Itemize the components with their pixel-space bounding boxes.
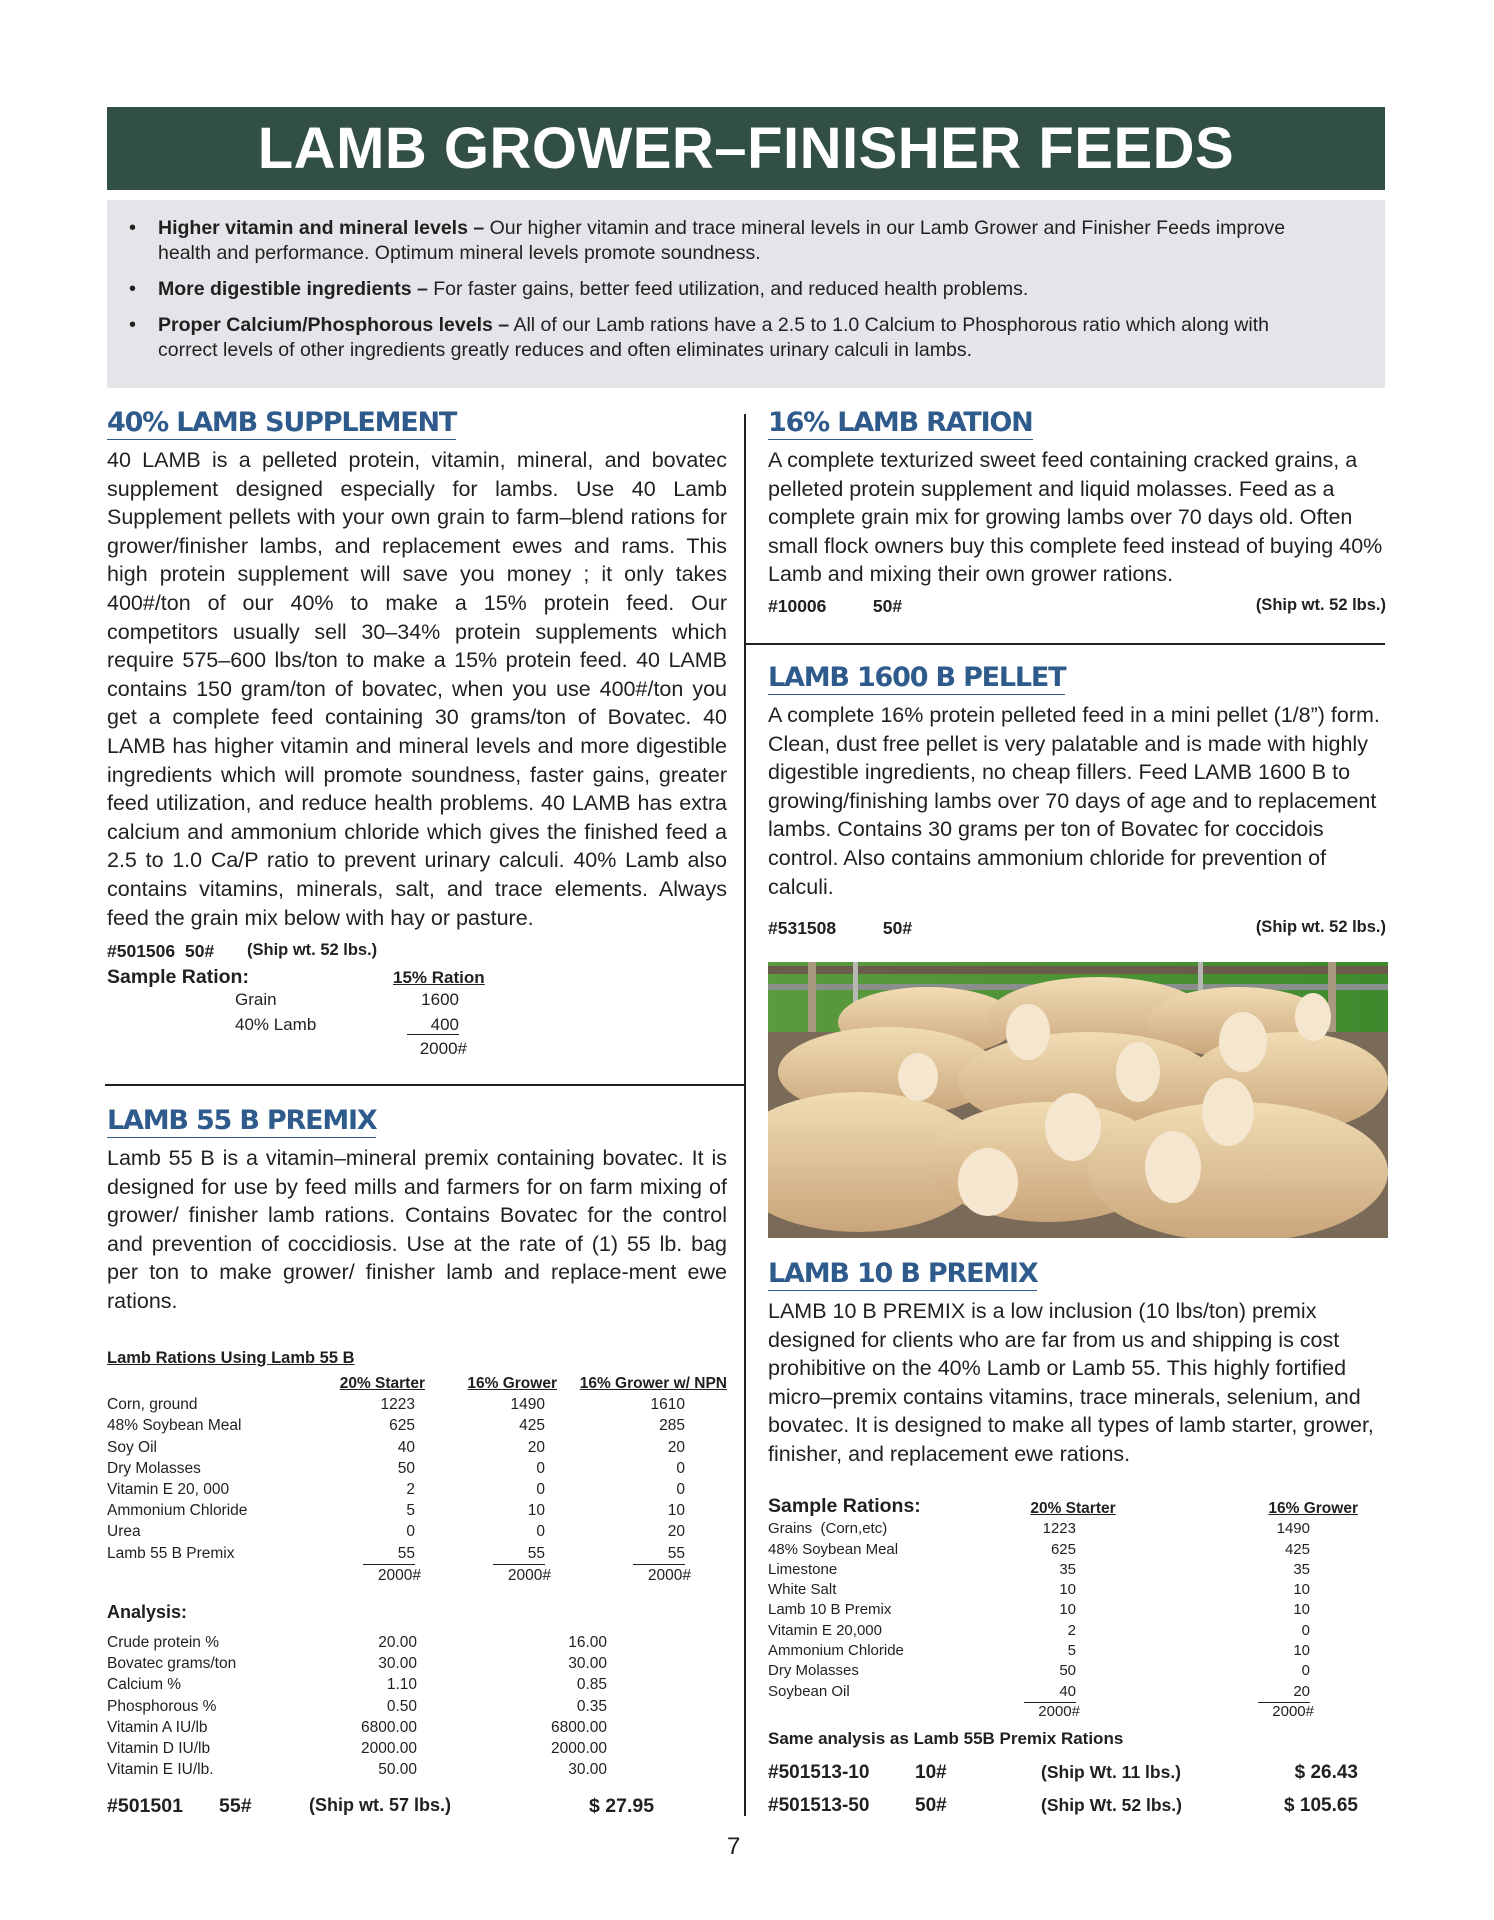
highlight-text: For faster gains, better feed utilization, and reduced health problems.: [427, 278, 1029, 300]
highlight-label: More digestible ingredients –: [158, 278, 428, 300]
ingredient-amount: 0: [536, 1481, 545, 1499]
ingredient-amount: 20: [667, 1438, 685, 1456]
lamb-10-rations-table: [768, 1498, 1358, 1721]
blank-cell: [768, 1703, 968, 1721]
analysis-name: Vitamin A IU/lb: [107, 1718, 208, 1736]
ingredient-amount: 50: [1059, 1662, 1076, 1680]
ingredient-amount: 425: [519, 1417, 545, 1435]
ingredient-amount-value: 55: [633, 1543, 685, 1565]
table-header-row: [768, 1498, 1358, 1519]
total-amount: 2000#: [507, 1566, 551, 1584]
ingredient-name: White Salt: [768, 1581, 837, 1599]
table-row: [107, 1543, 727, 1565]
section-16-lamb-ration: [768, 407, 1386, 617]
ship-weight: (Ship Wt. 11 lbs.): [1041, 1762, 1182, 1782]
ingredient-amount: 10: [1059, 1581, 1076, 1599]
ingredient-name: Dry Molasses: [768, 1662, 859, 1680]
product-sku-line: [768, 1795, 1358, 1817]
highlight-text: All of our Lamb rations have a 2.5 to 1.0 Calcium to Phosphorous ratio which along with correct levels of other ingredients greatly reduces and often eliminates urinary calculi in lambs.: [158, 314, 1269, 361]
section-heading: LAMB 55 B PREMIX: [107, 1105, 377, 1136]
section-description: LAMB 10 B PREMIX is a low inclusion (10 lbs/ton) premix designed for clients who are far from us and shipping is cost prohibitive on the 40% Lamb or Lamb 55. This highly fortified micro–premix contains vitamins, trace minerals, selenium, and bovatec. It is designed to make all types of lamb starter, grower, finisher, and replacement ewe rations.: [768, 1299, 1374, 1466]
rations-table-title: Lamb Rations Using Lamb 55 B: [107, 1349, 355, 1367]
table-row: [107, 1738, 607, 1759]
table-row: [107, 1479, 727, 1500]
ingredient-amount: 2: [1067, 1621, 1076, 1639]
table-row: [107, 1458, 727, 1479]
ingredient-amount: 10: [1059, 1601, 1076, 1619]
sample-ration-label: Sample Ration:: [107, 966, 249, 988]
column-header: 16% Grower w/ NPN: [579, 1375, 727, 1392]
sample-ration-column: 15% Ration: [393, 968, 485, 987]
product-sku-line: [107, 941, 727, 962]
analysis-value: 2000.00: [360, 1740, 417, 1758]
analysis-name: Vitamin E IU/lb.: [107, 1761, 214, 1779]
product-sku: #501501: [107, 1795, 183, 1817]
product-sku: #501513-10: [768, 1762, 870, 1783]
column-header: 16% Grower: [1268, 1500, 1358, 1517]
highlight-label: Proper Calcium/Phosphorous levels –: [158, 314, 510, 336]
ingredient-name: Lamb 10 B Premix: [768, 1601, 892, 1619]
totals-row: [768, 1703, 1358, 1721]
table-row: [768, 1580, 1358, 1600]
section-heading: 16% LAMB RATION: [768, 407, 1033, 438]
lamb-55-analysis-table: [107, 1632, 607, 1780]
ingredient-name: Grains (Corn,etc): [768, 1520, 888, 1538]
section-divider: [105, 1084, 745, 1086]
product-weight: 50#: [872, 595, 903, 616]
ship-weight: (Ship wt. 52 lbs.): [1255, 918, 1386, 937]
ingredient-amount: 1490: [510, 1396, 545, 1414]
sample-ration-total: 2000#: [419, 1039, 467, 1058]
highlight-item: [151, 313, 1385, 363]
table-row: [107, 1696, 607, 1717]
table-row: [768, 1641, 1358, 1661]
section-heading: 40% LAMB SUPPLEMENT: [107, 407, 457, 438]
ingredient-amount: [307, 1543, 425, 1565]
product-price: $ 105.65: [1284, 1795, 1358, 1816]
product-sku: #501506: [107, 941, 176, 962]
analysis-value: 20.00: [378, 1634, 417, 1651]
totals-row: [107, 1565, 727, 1586]
product-sku: #10006: [768, 595, 827, 616]
ingredient-amount: 10: [667, 1502, 685, 1520]
table-row: [768, 1600, 1358, 1620]
ingredient-name: Dry Molasses: [107, 1459, 201, 1477]
ingredient-amount: 0: [676, 1459, 685, 1477]
analysis-title: Analysis:: [107, 1602, 188, 1622]
total-amount: 2000#: [1038, 1702, 1080, 1720]
table-row: [768, 1621, 1358, 1641]
ingredient-amount-value: 55: [493, 1543, 545, 1565]
analysis-value: 30.00: [568, 1655, 607, 1673]
analysis-name: Vitamin D IU/lb: [107, 1740, 211, 1758]
ingredient-amount: 10: [1293, 1581, 1310, 1599]
table-row: [107, 1394, 727, 1415]
ingredient-name: 48% Soybean Meal: [768, 1540, 899, 1558]
ship-weight: (Ship wt. 52 lbs.): [247, 941, 378, 960]
ingredient-amount: 1610: [650, 1396, 685, 1414]
highlight-item: [151, 216, 1385, 266]
table-row: [107, 1653, 607, 1674]
section-40-lamb-supplement: [107, 407, 727, 962]
column-header: 20% Starter: [1030, 1500, 1116, 1517]
ingredient-amount: 5: [1067, 1641, 1076, 1659]
table-row: [107, 1632, 607, 1653]
ingredient-amount: [425, 1543, 557, 1565]
ingredient-amount: 50: [397, 1459, 415, 1477]
table-row: [768, 1519, 1358, 1539]
ingredient-amount: 20: [667, 1523, 685, 1541]
analysis-value: 16.00: [568, 1634, 607, 1651]
ingredient-amount: 0: [536, 1459, 545, 1477]
ingredient-amount: 40: [397, 1438, 415, 1456]
ingredient-amount: 0: [676, 1481, 685, 1499]
table-header-row: [107, 1373, 727, 1394]
section-lamb-1600-b-pellet: [768, 662, 1386, 939]
analysis-value: 0.50: [386, 1697, 417, 1715]
product-weight: 50#: [915, 1795, 947, 1816]
ingredient-amount: 1490: [1276, 1520, 1310, 1538]
ingredient-amount: [1138, 1682, 1358, 1703]
analysis-value: 30.00: [378, 1655, 417, 1673]
sample-rations-label: Sample Rations:: [768, 1495, 921, 1517]
table-row: [768, 1682, 1358, 1703]
highlights-box: [107, 200, 1385, 388]
table-row: [768, 1560, 1358, 1580]
product-sku: #531508: [768, 918, 837, 939]
analysis-value: 0.85: [576, 1676, 607, 1694]
section-description: A complete 16% protein pelleted feed in a mini pellet (1/8”) form. Clean, dust free pellet is very palatable and is made with highly digestible ingredients, no cheap fillers. Feed LAMB 1600 B to growing/finishing lambs over 70 days of age and to replacement lambs. Contains 30 grams per ton of Bovatec for coccidois control. Also contains ammonium chloride for prevention of calculi.: [768, 703, 1380, 899]
ingredient-name: Vitamin E 20, 000: [107, 1481, 230, 1499]
ingredient-amount: [968, 1682, 1138, 1703]
ingredient-amount: 2: [406, 1481, 415, 1499]
page-title: LAMB GROWER–FINISHER FEEDS: [257, 116, 1235, 181]
ingredient-name: Soy Oil: [107, 1438, 157, 1456]
analysis-name: Crude protein %: [107, 1634, 220, 1651]
page-number: 7: [727, 1833, 741, 1860]
lamb-55-rations-table: [107, 1373, 727, 1586]
column-divider: [744, 414, 746, 1816]
section-lamb-10-b-premix: [768, 1258, 1386, 1469]
ingredient-amount: 10: [1293, 1601, 1310, 1619]
table-row: [107, 1717, 607, 1738]
analysis-value: 50.00: [378, 1761, 417, 1779]
ingredient-amount: 0: [536, 1523, 545, 1541]
product-sku-line: [768, 1762, 1358, 1784]
highlight-label: Higher vitamin and mineral levels –: [158, 217, 485, 239]
ingredient-amount: 425: [1284, 1540, 1310, 1558]
sample-ration-row-value: 400: [407, 1015, 459, 1035]
sheep-flock-image: [768, 962, 1388, 1238]
ingredient-amount-value: 20: [1258, 1682, 1310, 1703]
analysis-value: 0.35: [576, 1697, 607, 1715]
table-row: [768, 1661, 1358, 1681]
ingredient-amount: 625: [389, 1417, 415, 1435]
ship-weight: (Ship wt. 57 lbs.): [309, 1795, 452, 1815]
ingredient-amount: 1223: [1042, 1520, 1076, 1538]
ingredient-name: Soybean Oil: [768, 1683, 850, 1701]
analysis-note: Same analysis as Lamb 55B Premix Rations: [768, 1729, 1124, 1748]
section-lamb-55-b-premix: [107, 1105, 727, 1316]
ingredient-name: Urea: [107, 1523, 141, 1541]
analysis-name: Bovatec grams/ton: [107, 1655, 237, 1673]
ingredient-name: Ammonium Chloride: [107, 1502, 248, 1520]
table-row: [107, 1437, 727, 1458]
product-sku: #501513-50: [768, 1795, 870, 1816]
product-weight: 50#: [185, 941, 215, 962]
analysis-value: 30.00: [568, 1761, 607, 1779]
sheep-photo: [768, 962, 1388, 1238]
ingredient-amount: 35: [1293, 1560, 1310, 1578]
ingredient-amount: 1223: [380, 1396, 415, 1414]
analysis-value: 6800.00: [360, 1718, 417, 1736]
product-weight: 50#: [882, 918, 913, 939]
ingredient-amount: 20: [527, 1438, 545, 1456]
product-price: $ 26.43: [1294, 1762, 1358, 1783]
ingredient-amount: 285: [659, 1417, 685, 1435]
table-row: [768, 1540, 1358, 1560]
highlights-list: [107, 200, 1385, 363]
ingredient-name: Ammonium Chloride: [768, 1641, 904, 1659]
analysis-name: Phosphorous %: [107, 1697, 217, 1715]
section-heading: LAMB 1600 B PELLET: [768, 662, 1066, 693]
ingredient-name: Lamb 55 B Premix: [107, 1545, 235, 1563]
analysis-name: Calcium %: [107, 1676, 182, 1694]
table-row: [107, 1415, 727, 1436]
sample-ration-row-name: Grain: [235, 990, 277, 1009]
section-divider: [744, 643, 1385, 645]
product-sku-line: [768, 918, 1386, 939]
section-heading: LAMB 10 B PREMIX: [768, 1258, 1038, 1289]
ingredient-amount: 0: [406, 1523, 415, 1541]
sample-ration-row-name: 40% Lamb: [235, 1015, 317, 1034]
ingredient-amount: 625: [1050, 1540, 1076, 1558]
product-sku-line: [107, 1795, 707, 1818]
section-description: 40 LAMB is a pelleted protein, vitamin, mineral, and bovatec supplement designed especially for lambs. Use 40 Lamb Supplement pellets with your own grain to farm–blend rations for grower/finisher lambs, and replacement ewes and rams. This high protein supplement will save you money ; it only takes 400#/ton of our 40% to make a 15% protein feed. Our competitors usually sell 30–34% protein supplements which require 575–600 lbs/ton to make a 15% protein feed. 40 LAMB contains 150 gram/ton of bovatec, when you use 400#/ton you get a complete feed containing 30 grams/ton of Bovatec. 40 LAMB has higher vitamin and mineral levels and more digestible ingredients which will promote soundness, faster gains, greater feed utilization, and reduce health problems. 40 LAMB has extra calcium and ammonium chloride which gives the finished feed a 2.5 to 1.0 Ca/P ratio to prevent urinary calculi. 40% Lamb also contains vitamins, minerals, salt, and trace elements. Always feed the grain mix below with hay or pasture.: [107, 448, 727, 930]
ingredient-amount: 10: [1293, 1641, 1310, 1659]
table-row: [107, 1500, 727, 1521]
ingredient-name: 48% Soybean Meal: [107, 1417, 242, 1435]
section-description: Lamb 55 B is a vitamin–mineral premix containing bovatec. It is designed for use by feed mills and farmers for on farm mixing of grower/ finisher lamb rations. Contains Bovatec for the control and prevention of coccidiosis. Use at the rate of (1) 55 lb. bag per ton to make grower/ finisher lamb and replace-ment ewe rations.: [107, 1146, 727, 1313]
product-sku-line: [768, 596, 1386, 617]
ingredient-amount-value: 40: [1024, 1682, 1076, 1703]
highlight-item: [151, 277, 1385, 302]
ingredient-amount: 5: [406, 1502, 415, 1520]
analysis-value: 1.10: [386, 1676, 417, 1694]
total-amount: 2000#: [377, 1566, 421, 1584]
ingredient-name: Vitamin E 20,000: [768, 1621, 882, 1639]
ingredient-amount-value: 55: [363, 1543, 415, 1565]
ship-weight: (Ship wt. 52 lbs.): [1255, 595, 1386, 614]
table-row: [107, 1759, 607, 1780]
ingredient-amount: 0: [1301, 1621, 1310, 1639]
product-weight: 55#: [219, 1795, 252, 1817]
section-description: A complete texturized sweet feed containing cracked grains, a pelleted protein supplement and liquid molasses. Feed as a complete grain mix for growing lambs over 70 days old. Often small flock owners buy this complete feed instead of buying 40% Lamb and mixing their own grower rations.: [768, 448, 1383, 587]
ingredient-name: Limestone: [768, 1560, 838, 1578]
ingredient-amount: 0: [1301, 1662, 1310, 1680]
ingredient-name: Corn, ground: [107, 1396, 198, 1414]
highlight-text: Our higher vitamin and trace mineral levels in our Lamb Grower and Finisher Feeds improve health and performance. Optimum mineral levels promote soundness.: [158, 217, 1286, 264]
analysis-value: 2000.00: [550, 1740, 607, 1758]
total-amount: 2000#: [647, 1566, 691, 1584]
ingredient-amount: [557, 1543, 727, 1565]
ingredient-amount: 35: [1059, 1560, 1076, 1578]
column-header: 20% Starter: [339, 1375, 425, 1392]
product-price: $ 27.95: [589, 1795, 655, 1817]
table-row: [107, 1521, 727, 1542]
sample-ration-row-value: 1600: [421, 990, 459, 1009]
analysis-value: 6800.00: [550, 1718, 607, 1736]
blank-cell: [107, 1565, 307, 1586]
column-header: 16% Grower: [467, 1375, 557, 1392]
product-weight: 10#: [915, 1762, 947, 1783]
ship-weight: (Ship Wt. 52 lbs.): [1041, 1795, 1182, 1815]
total-amount: 2000#: [1272, 1702, 1314, 1720]
ingredient-amount: 10: [527, 1502, 545, 1520]
title-banner: [107, 107, 1385, 190]
table-row: [107, 1674, 607, 1695]
